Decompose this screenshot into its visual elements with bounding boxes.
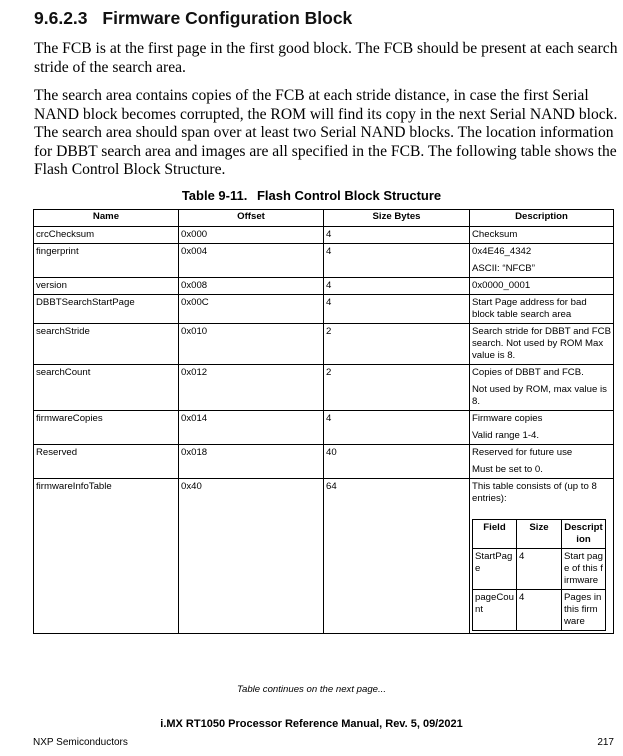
description-text: Must be set to 0. (472, 464, 543, 475)
description-text: This table consists of (up to 8 entries): (472, 481, 597, 504)
table-row (34, 227, 614, 244)
description-text: Reserved for future use (472, 447, 573, 458)
cell-size: 4 (324, 411, 470, 445)
table-row (34, 365, 614, 411)
cell-size: 4 (324, 244, 470, 278)
table-caption (0, 188, 623, 203)
cell-name: DBBTSearchStartPage (34, 295, 179, 324)
table-row (34, 411, 614, 445)
description-text: Valid range 1-4. (472, 430, 540, 441)
cell-description (470, 244, 614, 278)
table-row (34, 278, 614, 295)
cell-description (470, 324, 614, 365)
description-text: Firmware copies (472, 413, 543, 424)
cell-size: 4 (324, 278, 470, 295)
cell-description (470, 295, 614, 324)
section-number: 9.6.2.3 (34, 8, 88, 28)
cell-size: 40 (324, 445, 470, 479)
cell-description (470, 365, 614, 411)
manual-title: i.MX RT1050 Processor Reference Manual, Rev. 5, 09/2021 (160, 718, 463, 730)
page-number: 217 (597, 737, 614, 748)
cell-name: firmwareCopies (34, 411, 179, 445)
cell-offset: 0x00C (179, 295, 324, 324)
cell-offset: 0x010 (179, 324, 324, 365)
description-text: 0x4E46_4342 (472, 246, 532, 257)
cell-description (470, 227, 614, 244)
subtable-header-row (473, 520, 606, 549)
cell-size: 64 (324, 479, 470, 634)
table-continues-note: Table continues on the next page... (237, 684, 386, 695)
cell-size: 2 (324, 365, 470, 411)
subtable-description: Start page of this firmware (562, 549, 606, 590)
description-text: Not used by ROM, max value is 8. (472, 384, 607, 407)
cell-name: searchCount (34, 365, 179, 411)
cell-size: 4 (324, 227, 470, 244)
table-title: Flash Control Block Structure (256, 188, 442, 203)
cell-offset: 0x40 (179, 479, 324, 634)
subtable-row (473, 590, 606, 631)
description-text: Copies of DBBT and FCB. (472, 367, 584, 378)
cell-offset: 0x004 (179, 244, 324, 278)
paragraph: The search area contains copies of the FCB at each stride distance, in case the first Serial NAND block becomes corrupted, the ROM will find its copy in the next Serial NAND block. The search area should span over at least two Serial NAND blocks. The location information for DBBT search area and images are all specified in the FCB. The following table shows the Flash Control Block Structure. (34, 87, 618, 178)
table-header-row (34, 210, 614, 227)
subtable-column-header: Field (473, 520, 517, 549)
cell-name: searchStride (34, 324, 179, 365)
table-row (34, 479, 614, 634)
cell-name: crcChecksum (34, 227, 179, 244)
section-title: Firmware Configuration Block (102, 8, 353, 28)
table-row (34, 295, 614, 324)
cell-name: fingerprint (34, 244, 179, 278)
cell-offset: 0x012 (179, 365, 324, 411)
cell-offset: 0x014 (179, 411, 324, 445)
subtable-column-header: Description (562, 520, 606, 549)
cell-name: Reserved (34, 445, 179, 479)
cell-offset: 0x018 (179, 445, 324, 479)
cell-description (470, 278, 614, 295)
subtable-row (473, 549, 606, 590)
column-header: Size Bytes (324, 210, 470, 227)
subtable-field: pageCount (473, 590, 517, 631)
subtable-description: Pages in this firmware (562, 590, 606, 631)
subtable-column-header: Size (517, 520, 562, 549)
description-text: 0x0000_0001 (472, 280, 531, 291)
description-text: Search stride for DBBT and FCB search. Not used by ROM Max value is 8. (472, 326, 611, 361)
cell-size: 4 (324, 295, 470, 324)
table-number: Table 9-11. (181, 188, 248, 203)
company-name: NXP Semiconductors (33, 737, 128, 748)
cell-offset: 0x008 (179, 278, 324, 295)
cell-description (470, 479, 614, 634)
section-heading (34, 8, 352, 29)
column-header: Name (34, 210, 179, 227)
description-text: Start Page address for bad block table search area (472, 297, 587, 320)
table-row (34, 324, 614, 365)
cell-description (470, 411, 614, 445)
fcb-structure-table (33, 209, 614, 634)
description-text: Checksum (472, 229, 518, 240)
cell-name: firmwareInfoTable (34, 479, 179, 634)
firmware-info-subtable (472, 519, 606, 631)
subtable-size: 4 (517, 549, 562, 590)
subtable-size: 4 (517, 590, 562, 631)
column-header: Offset (179, 210, 324, 227)
cell-name: version (34, 278, 179, 295)
column-header: Description (470, 210, 614, 227)
cell-offset: 0x000 (179, 227, 324, 244)
cell-description (470, 445, 614, 479)
table-row (34, 244, 614, 278)
table-row (34, 445, 614, 479)
description-text: ASCII: “NFCB” (472, 263, 535, 274)
paragraph: The FCB is at the first page in the first good block. The FCB should be present at each search stride of the search area. (34, 40, 618, 76)
subtable-field: StartPage (473, 549, 517, 590)
cell-size: 2 (324, 324, 470, 365)
